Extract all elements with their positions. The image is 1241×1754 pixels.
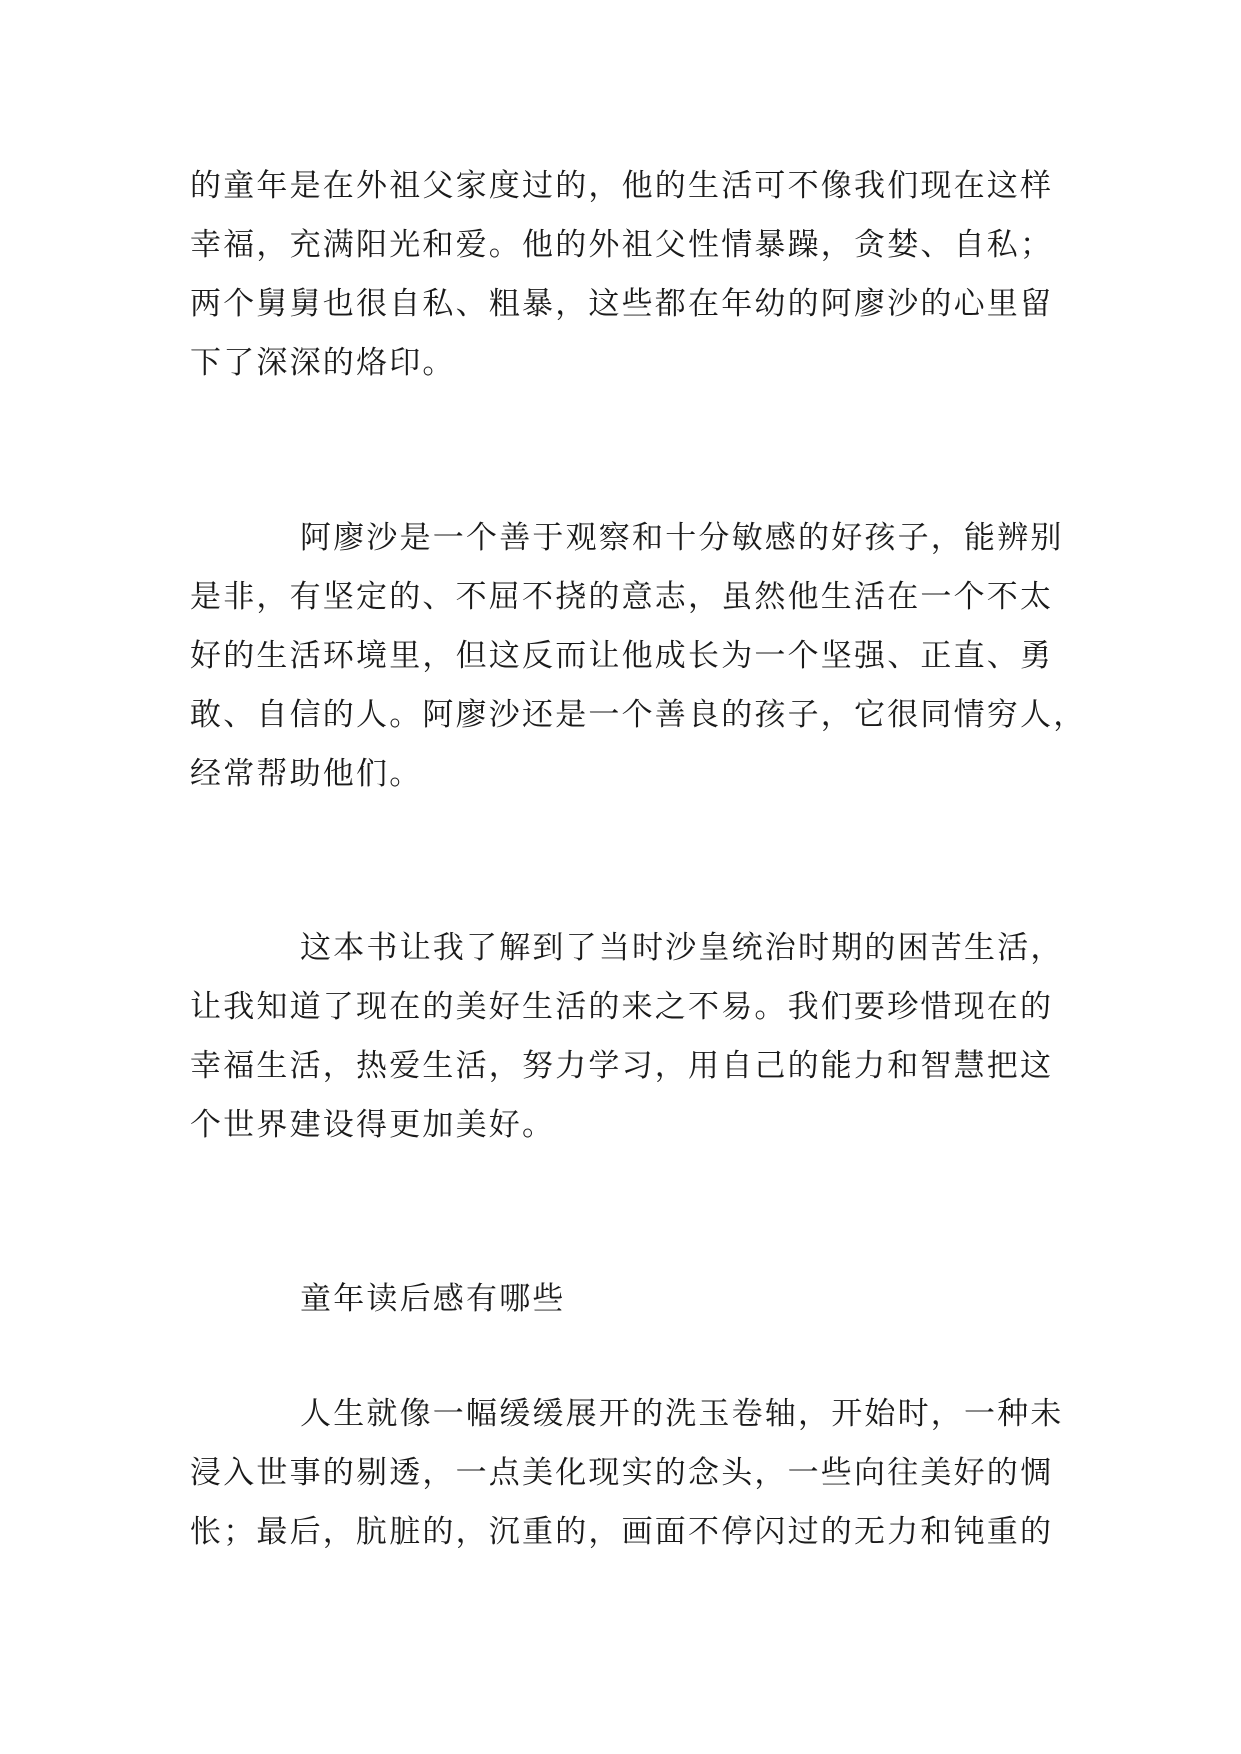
paragraph-2-line-3: 好的生活环境里，但这反而让他成长为一个坚强、正直、勇 — [190, 638, 1054, 674]
paragraph-1-line-2: 幸福，充满阳光和爱。他的外祖父性情暴躁，贪婪、自私； — [190, 227, 1054, 263]
paragraph-3-line-4: 个世界建设得更加美好。 — [190, 1107, 556, 1143]
paragraph-2-line-2: 是非，有坚定的、不屈不挠的意志，虽然他生活在一个不太 — [190, 579, 1054, 615]
paragraph-4-line-3: 怅；最后，肮脏的，沉重的，画面不停闪过的无力和钝重的 — [190, 1514, 1054, 1550]
paragraph-1-line-1: 的童年是在外祖父家度过的，他的生活可不像我们现在这样 — [190, 168, 1054, 204]
paragraph-4-line-2: 浸入世事的剔透，一点美化现实的念头，一些向往美好的惆 — [190, 1455, 1054, 1491]
paragraph-1-line-3: 两个舅舅也很自私、粗暴，这些都在年幼的阿廖沙的心里留 — [190, 286, 1054, 322]
paragraph-2-line-1: 阿廖沙是一个善于观察和十分敏感的好孩子，能辨别 — [300, 520, 1064, 556]
paragraph-2-line-4: 敢、自信的人。阿廖沙还是一个善良的孩子，它很同情穷人， — [190, 697, 1087, 733]
paragraph-2-line-5: 经常帮助他们。 — [190, 756, 423, 792]
paragraph-3-line-1: 这本书让我了解到了当时沙皇统治时期的困苦生活， — [300, 930, 1064, 966]
paragraph-3-line-3: 幸福生活，热爱生活，努力学习，用自己的能力和智慧把这 — [190, 1048, 1054, 1084]
paragraph-1-line-4: 下了深深的烙印。 — [190, 345, 456, 381]
section-heading: 童年读后感有哪些 — [300, 1281, 566, 1317]
paragraph-3-line-2: 让我知道了现在的美好生活的来之不易。我们要珍惜现在的 — [190, 989, 1054, 1025]
paragraph-4-line-1: 人生就像一幅缓缓展开的洗玉卷轴，开始时，一种未 — [300, 1396, 1064, 1432]
